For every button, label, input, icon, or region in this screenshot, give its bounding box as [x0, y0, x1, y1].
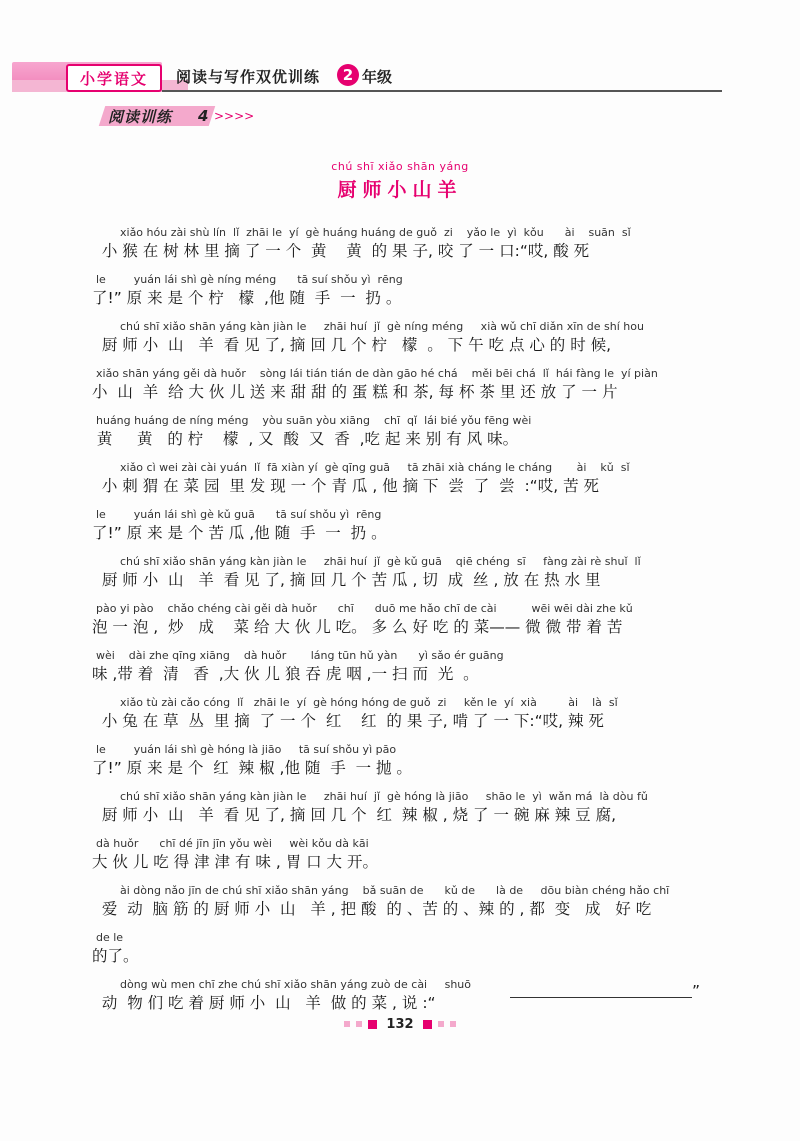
series-title: 阅读与写作双优训练: [176, 67, 321, 86]
chinese-line: 小 刺 猬 在 菜 园 里 发 现 一 个 青 瓜 , 他 摘 下 尝 了 尝 :“哎, 苦 死: [92, 477, 599, 495]
answer-blank-line[interactable]: [510, 997, 692, 998]
section-tag: [102, 104, 255, 128]
chinese-line: 黄 黄 的 柠 檬 , 又 酸 又 香 ,吃 起 来 别 有 风 味。: [92, 430, 519, 448]
chinese-line: 爱 动 脑 筋 的 厨 师 小 山 羊 , 把 酸 的 、苦 的 、辣 的 , 都 变 成 好 吃: [92, 900, 652, 918]
chinese-line: 小 山 羊 给 大 伙 儿 送 来 甜 甜 的 蛋 糕 和 茶, 每 杯 茶 里 还 放 了 一 片: [92, 383, 618, 401]
chinese-line: 厨 师 小 山 羊 看 见 了, 摘 回 几 个 苦 瓜 , 切 成 丝 , 放 在 热 水 里: [92, 571, 601, 589]
footer-square-icon: [368, 1020, 377, 1029]
chinese-line: 厨 师 小 山 羊 看 见 了, 摘 回 几 个 红 辣 椒 , 烧 了 一 碗 麻 辣 豆 腐,: [92, 806, 617, 824]
chinese-line: 味 ,带 着 清 香 ,大 伙 儿 狼 吞 虎 咽 ,一 扫 而 光 。: [92, 665, 479, 683]
pinyin-line: le yuán lái shì gè hóng là jiāo tā suí shǒu yì pāo: [96, 743, 397, 756]
page-footer: [0, 1014, 800, 1034]
pinyin-line: dòng wù men chī zhe chú shī xiǎo shān yáng zuò de cài shuō: [120, 978, 472, 991]
footer-square-icon: [450, 1021, 456, 1027]
pinyin-line: xiǎo tù zài cǎo cóng lǐ zhāi le yí gè hóng hóng de guǒ zi kěn le yí xià ài là sǐ: [120, 696, 618, 709]
grade-label: 年级: [362, 67, 393, 86]
page-header: [0, 52, 800, 94]
closing-quote-mark: ”: [692, 982, 701, 1000]
page-title: 厨师小山羊: [337, 179, 463, 201]
footer-square-icon: [356, 1021, 362, 1027]
title-pinyin: chú shī xiǎo shān yáng: [331, 160, 469, 173]
section-arrows-icon: >>>>: [214, 109, 255, 123]
pinyin-line: huáng huáng de níng méng yòu suān yòu xiāng chī qǐ lái bié yǒu fēng wèi: [96, 414, 532, 427]
chinese-line: 厨 师 小 山 羊 看 见 了, 摘 回 几 个 柠 檬 。 下 午 吃 点 心 的 时 候,: [92, 336, 612, 354]
header-divider: [162, 90, 722, 92]
chinese-line: 了!” 原 来 是 个 柠 檬 ,他 随 手 一 扔 。: [92, 289, 402, 307]
pinyin-line: chú shī xiǎo shān yáng kàn jiàn le zhāi huí jǐ gè níng méng xià wǔ chī diǎn xīn de shí hou: [120, 320, 644, 333]
grade-number-badge: 2: [337, 64, 359, 86]
pinyin-line: xiǎo hóu zài shù lín lǐ zhāi le yí gè huáng huáng de guǒ zi yǎo le yì kǒu ài suān sǐ: [120, 226, 631, 239]
pinyin-line: le yuán lái shì gè níng méng tā suí shǒu yì rēng: [96, 273, 403, 286]
pinyin-line: wèi dài zhe qīng xiāng dà huǒr láng tūn hǔ yàn yì sǎo ér guāng: [96, 649, 504, 662]
footer-square-icon: [423, 1020, 432, 1029]
pinyin-line: le yuán lái shì gè kǔ guā tā suí shǒu yì rēng: [96, 508, 382, 521]
pinyin-line: chú shī xiǎo shān yáng kàn jiàn le zhāi huí jǐ gè hóng là jiāo shāo le yì wǎn má là dòu fǔ: [120, 790, 648, 803]
brand-label: 小学语文: [66, 64, 162, 92]
chinese-line: 了!” 原 来 是 个 红 辣 椒 ,他 随 手 一 抛 。: [92, 759, 412, 777]
section-number: 4: [198, 107, 209, 125]
chinese-line: 小 兔 在 草 丛 里 摘 了 一 个 红 红 的 果 子, 啃 了 一 下:“哎, 辣 死: [92, 712, 604, 730]
chinese-line: 了!” 原 来 是 个 苦 瓜 ,他 随 手 一 扔 。: [92, 524, 387, 542]
footer-square-icon: [438, 1021, 444, 1027]
chinese-line: 的了。: [92, 947, 139, 965]
pinyin-line: xiǎo shān yáng gěi dà huǒr sòng lái tián tián de dàn gāo hé chá měi bēi chá lǐ hái fàng le yí piàn: [96, 367, 658, 380]
chinese-line: 动 物 们 吃 着 厨 师 小 山 羊 做 的 菜 , 说 :“: [92, 994, 436, 1012]
pinyin-line: chú shī xiǎo shān yáng kàn jiàn le zhāi huí jǐ gè kǔ guā qiē chéng sī fàng zài rè shuǐ lǐ: [120, 555, 641, 568]
footer-square-icon: [344, 1021, 350, 1027]
pinyin-line: dà huǒr chī dé jīn jīn yǒu wèi wèi kǒu dà kāi: [96, 837, 369, 850]
pinyin-line: pào yi pào chǎo chéng cài gěi dà huǒr chī duō me hǎo chī de cài wēi wēi dài zhe kǔ: [96, 602, 633, 615]
chinese-line: 小 猴 在 树 林 里 摘 了 一 个 黄 黄 的 果 子, 咬 了 一 口:“哎, 酸 死: [92, 242, 590, 260]
pinyin-line: de le: [96, 931, 124, 944]
chinese-line: 泡 一 泡 , 炒 成 菜 给 大 伙 儿 吃。 多 么 好 吃 的 菜—— 微 微 带 着 苦: [92, 618, 623, 636]
pinyin-line: xiǎo cì wei zài cài yuán lǐ fā xiàn yí gè qīng guā tā zhāi xià cháng le cháng ài kǔ sǐ: [120, 461, 630, 474]
chinese-line: 大 伙 儿 吃 得 津 津 有 味 , 胃 口 大 开。: [92, 853, 378, 871]
page-number: 132: [386, 1016, 414, 1032]
section-label: 阅读训练: [108, 107, 173, 126]
pinyin-line: ài dòng nǎo jīn de chú shī xiǎo shān yáng bǎ suān de kǔ de là de dōu biàn chéng hǎo chī: [120, 884, 670, 897]
